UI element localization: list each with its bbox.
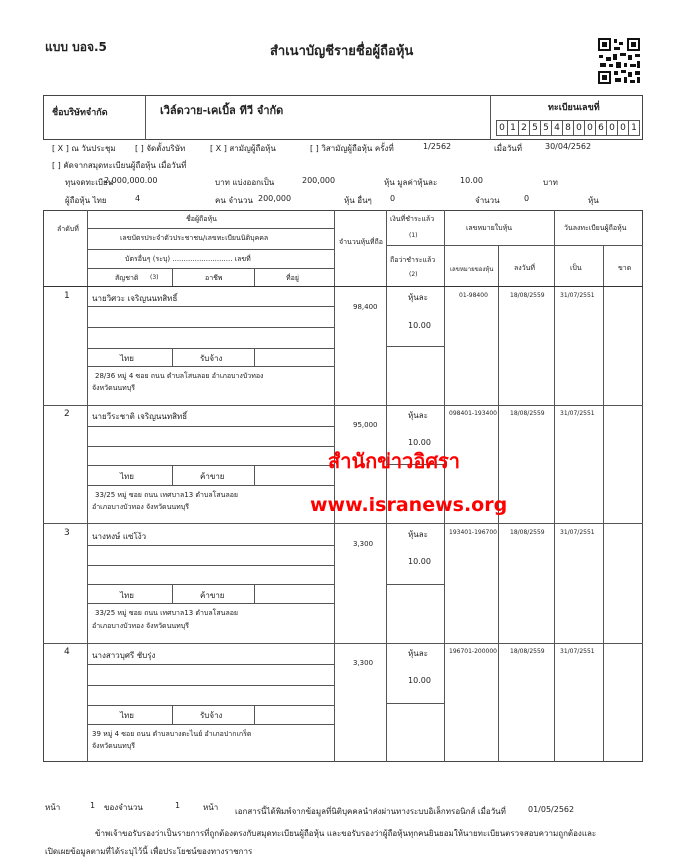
col-header-cert-date: ลงวันที่ [514,264,536,272]
certificate-number: 098401-193400 [449,410,497,417]
meeting-date-label: เมื่อวันที่ [494,144,523,153]
reg-digit: 0 [573,120,585,136]
occupation: รับจ้าง [200,354,223,363]
address-line-2: จังหวัดนนทบุรี [92,384,135,392]
registration-date: 31/07/2551 [560,410,595,417]
col-header-nationality-note: (3) [150,274,159,281]
address-line-2: อำเภอบางบัวทอง จังหวัดนนทบุรี [92,503,189,511]
col-header-shares: จำนวนหุ้นที่ถือ [339,238,383,246]
watermark-url: www.isranews.org [310,494,508,516]
col-header-address: ที่อยู่ [286,274,299,282]
registration-date: 31/07/2551 [560,529,595,536]
address-line-1: 39 หมู่ 4 ซอย ถนน ตำบลบางตะไนย์ อำเภอปากเกร็ด [92,730,252,738]
certificate-date: 18/08/2559 [510,648,545,655]
registered-capital-label: ทุนจดทะเบียน [65,178,114,187]
footer-print-date: 01/05/2562 [528,805,575,814]
watermark-name: สำนักข่าวอิศรา [328,449,461,473]
address-line-2: จังหวัดนนทบุรี [92,742,135,750]
other-holders-count: 0 [390,194,396,203]
divided-label: บาท แบ่งออกเป็น [215,178,275,187]
col-header-paid: เงินที่ชำระแล้ว [390,215,435,223]
company-name: เวิล์ดวาย-เคเบิ้ล ทีวี จำกัด [160,104,284,117]
paid-amount: 10.00 [408,438,431,447]
option-founding: [ ] จัดตั้งบริษัท [135,144,186,153]
row-number: 2 [64,409,70,419]
document-title: สำเนาบัญชีรายชื่อผู้ถือหุ้น [270,44,414,59]
per-share-label: หุ้นละ [408,530,428,539]
occupation: รับจ้าง [200,711,223,720]
address-line-1: 28/36 หมู่ 4 ซอย ถนน ตำบลโสนลอย อำเภอบางบัวทอง [95,372,264,380]
row-number: 1 [64,291,70,301]
col-header-cert-sub: เลขหมายของหุ้น [450,266,494,273]
registration-date: 31/07/2551 [560,648,595,655]
shareholder-name: นางสาวบุศรี ชับรุ่ง [92,651,156,660]
certificate-number: 01-98400 [459,292,488,299]
footer-page-number: 1 [90,801,96,810]
shareholder-name: นายวีระชาติ เจริญนนทสิทธิ์ [92,412,188,421]
col-header-became: เป็น [570,264,582,272]
col-header-no: ลำดับที่ [57,225,79,233]
reg-digit: 1 [507,120,519,136]
reg-digit: 5 [540,120,552,136]
col-header-occupation: อาชีพ [205,274,223,282]
reg-digit: 2 [518,120,530,136]
option-meeting-day: [ X ] ณ วันประชุม [52,144,116,153]
certificate-date: 18/08/2559 [510,410,545,417]
thai-shares: 200,000 [258,194,292,203]
form-code: แบบ บอจ.5 [45,40,107,54]
company-name-label: ชื่อบริษัทจำกัด [52,108,108,118]
col-header-ceased: ขาด [618,264,632,272]
certification-line-1: ข้าพเจ้าขอรับรองว่าเป็นรายการที่ถูกต้องตรงกับสมุดทะเบียนผู้ถือหุ้น และขอรับรองว่าผู้ถือหุ้นทุกคนยินยอมให้นายทะเบียนตรวจสอบความถูกต้องและ [95,829,597,838]
col-header-id: เลขบัตรประจำตัวประชาชน/เลขทะเบียนนิติบุคคล [120,234,269,242]
per-share-label: หุ้นละ [408,649,428,658]
reg-digit: 0 [584,120,596,136]
shares-held: 3,300 [353,540,374,548]
paid-amount: 10.00 [408,676,431,685]
shares-held: 3,300 [353,659,374,667]
col-header-reg-date: วันลงทะเบียนผู้ถือหุ้น [564,224,627,232]
baht-label: บาท [543,178,558,187]
certificate-number: 193401-196700 [449,529,497,536]
col-header-nationality: สัญชาติ [115,274,139,282]
reg-digit: 0 [496,120,508,136]
nationality: ไทย [120,591,134,600]
shares-word: หุ้น [588,196,599,205]
certificate-number: 196701-200000 [449,648,497,655]
address-line-1: 33/25 หมู่ ซอย ถนน เทศบาล13 ตำบลโสนลอย [95,491,239,499]
col-header-cert-no: เลขหมายใบหุ้น [466,224,512,232]
certificate-date: 18/08/2559 [510,292,545,299]
occupation: ค้าขาย [200,591,225,600]
reg-digit: 5 [529,120,541,136]
col-header-paid-note: (1) [409,232,418,239]
reg-digit: 1 [628,120,640,136]
address-line-2: อำเภอบางบัวทอง จังหวัดนนทบุรี [92,622,189,630]
shareholder-name: นายวิศวะ เจริญนนทสิทธิ์ [92,294,178,303]
paid-amount: 10.00 [408,321,431,330]
per-share-label: หุ้นละ [408,293,428,302]
other-holders-label: หุ้น อื่นๆ [344,196,372,205]
certificate-date: 18/08/2559 [510,529,545,536]
shares-held: 95,000 [353,421,378,429]
col-header-paid-considered-note: (2) [409,271,418,278]
registration-date: 31/07/2551 [560,292,595,299]
qr-code-icon [597,37,641,85]
nationality: ไทย [120,711,134,720]
registered-capital: 2,000,000.00 [104,176,158,185]
total-shares: 200,000 [302,176,336,185]
shares-held: 98,400 [353,303,378,311]
col-header-paid-considered: ถือว่าชำระแล้ว [390,256,436,264]
thai-holders-label: ผู้ถือหุ้น ไทย [65,196,107,205]
footer-page-label-2: หน้า [203,803,219,812]
registration-label: ทะเบียนเลขที่ [548,103,600,113]
occupation: ค้าขาย [200,472,225,481]
thai-holders-count: 4 [135,194,141,203]
footer-electronic-note: เอกสารนี้ได้พิมพ์จากข้อมูลที่นิติบุคคลนำส่งผ่านทางระบบอิเล็กทรอนิกส์ เมื่อวันที่ [235,807,506,816]
row-number: 4 [64,647,70,657]
footer-of-label: ของจำนวน [104,803,143,812]
reg-digit: 6 [595,120,607,136]
meeting-date: 30/04/2562 [545,142,592,151]
par-value: 10.00 [460,176,483,185]
par-value-label: หุ้น มูลค่าหุ้นละ [384,178,438,187]
footer-total-pages: 1 [175,801,181,810]
shareholder-name: นางหงษ์ แซ่โง้ว [92,532,147,541]
option-register-copy: [ ] คัดจากสมุดทะเบียนผู้ถือหุ้น เมื่อวันที่ [52,161,187,170]
other-amount-label: จำนวน [475,196,500,205]
option-ordinary-meeting: [ X ] สามัญผู้ถือหุ้น [210,144,276,153]
reg-digit: 8 [562,120,574,136]
address-line-1: 33/25 หมู่ ซอย ถนน เทศบาล13 ตำบลโสนลอย [95,609,239,617]
reg-digit: 0 [606,120,618,136]
col-header-other-id: บัตรอื่นๆ (ระบุ) ........................... เลขที่ [125,255,251,263]
paid-amount: 10.00 [408,557,431,566]
option-extraordinary-meeting: [ ] วิสามัญผู้ถือหุ้น ครั้งที่ [310,144,394,153]
footer-page-label: หน้า [45,803,61,812]
per-share-label: หุ้นละ [408,411,428,420]
col-header-name: ชื่อผู้ถือหุ้น [186,215,217,223]
other-shares: 0 [524,194,530,203]
nationality: ไทย [120,472,134,481]
reg-digit: 0 [617,120,629,136]
nationality: ไทย [120,354,134,363]
certification-line-2: เปิดเผยข้อมูลตามที่ได้ระบุไว้นี้ เพื่อประโยชน์ของทางราชการ [45,847,253,856]
persons-label: คน จำนวน [215,196,253,205]
row-number: 3 [64,528,70,538]
meeting-number: 1/2562 [423,142,452,151]
reg-digit: 4 [551,120,563,136]
